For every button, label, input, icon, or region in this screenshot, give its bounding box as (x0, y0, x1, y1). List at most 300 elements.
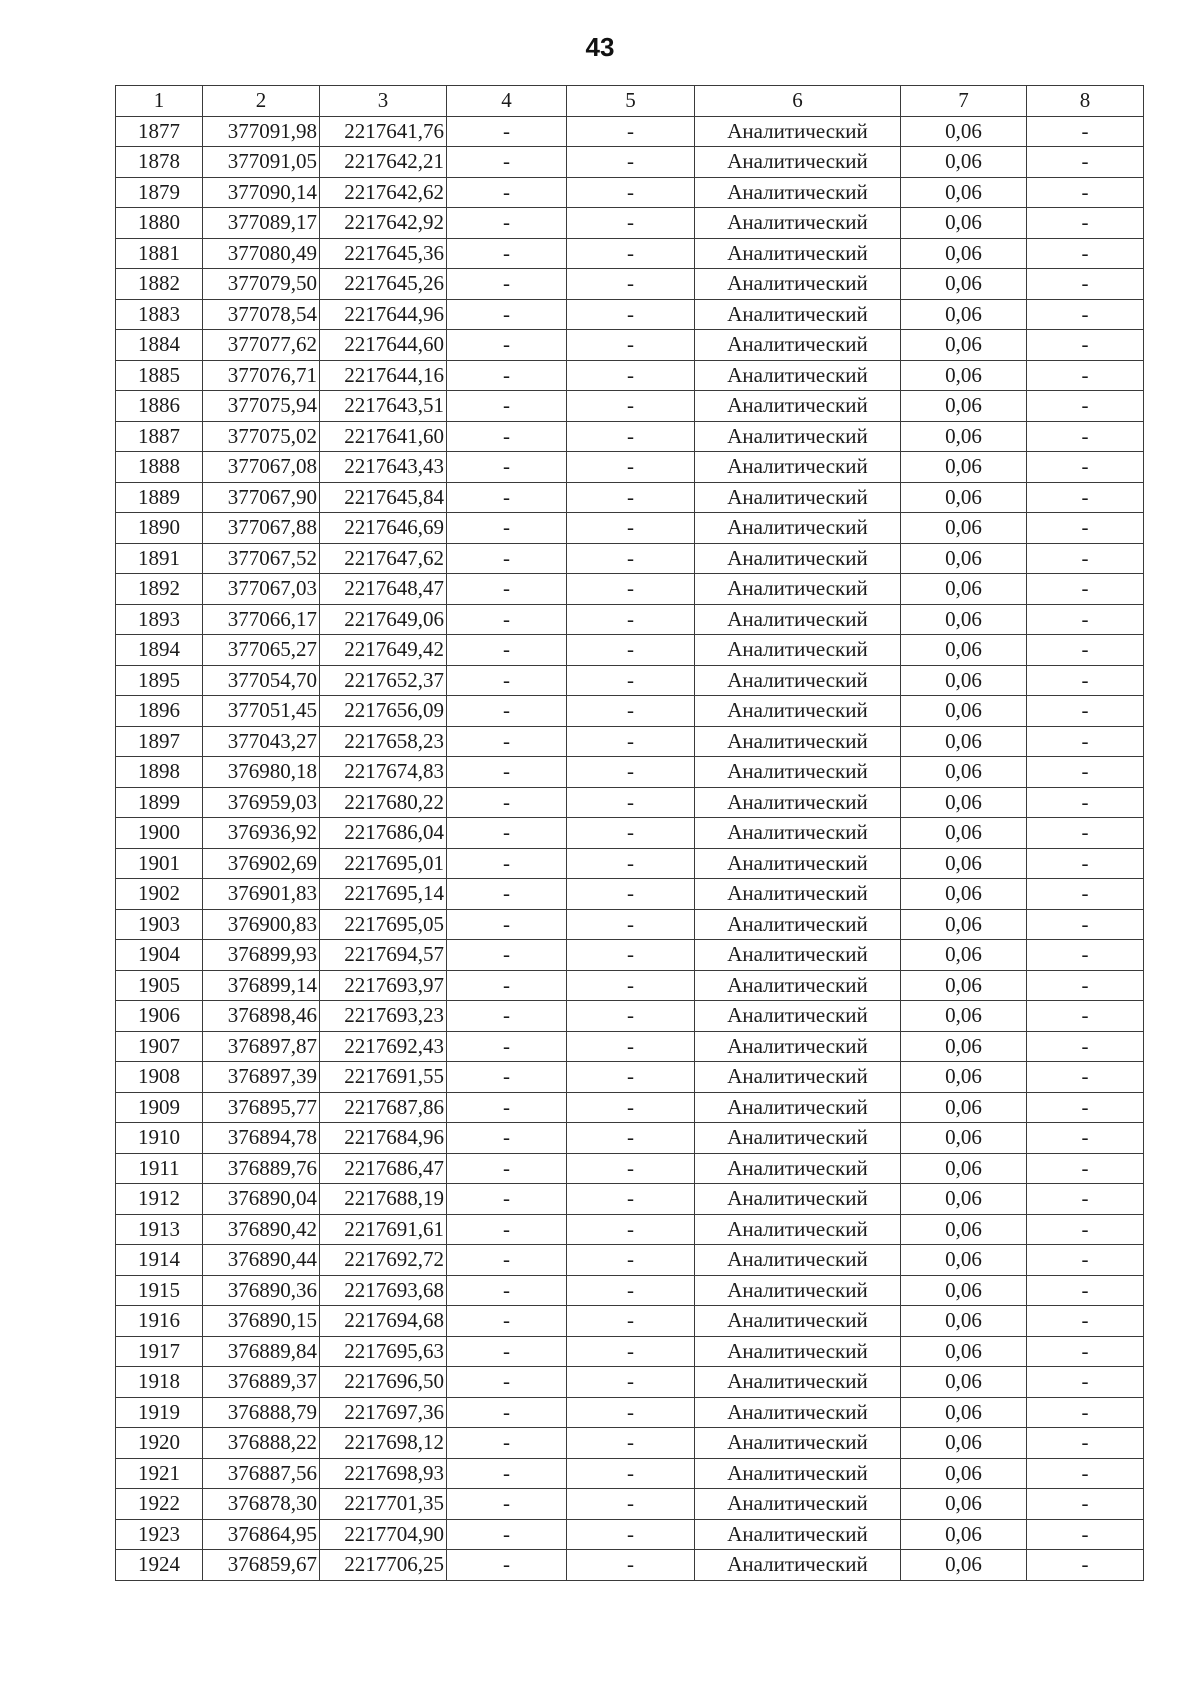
accuracy-cell: 0,06 (901, 452, 1027, 483)
table-row (116, 909, 1144, 940)
x-coordinate-cell: 377067,88 (203, 513, 320, 544)
accuracy-cell: 0,06 (901, 1336, 1027, 1367)
column-5-cell: - (567, 1123, 695, 1154)
accuracy-cell: 0,06 (901, 269, 1027, 300)
column-4-cell: - (447, 116, 567, 147)
accuracy-cell: 0,06 (901, 1519, 1027, 1550)
table-row (116, 1153, 1144, 1184)
x-coordinate-cell: 376959,03 (203, 787, 320, 818)
point-number-cell: 1918 (116, 1367, 203, 1398)
y-coordinate-cell: 2217642,21 (320, 147, 447, 178)
point-number-cell: 1890 (116, 513, 203, 544)
x-coordinate-cell: 377080,49 (203, 238, 320, 269)
x-coordinate-cell: 377076,71 (203, 360, 320, 391)
column-8-cell: - (1027, 1397, 1144, 1428)
accuracy-cell: 0,06 (901, 1489, 1027, 1520)
method-cell: Аналитический (695, 177, 901, 208)
column-8-cell: - (1027, 1336, 1144, 1367)
point-number-cell: 1914 (116, 1245, 203, 1276)
column-8-cell: - (1027, 238, 1144, 269)
accuracy-cell: 0,06 (901, 177, 1027, 208)
table-body (116, 116, 1144, 1580)
point-number-cell: 1891 (116, 543, 203, 574)
y-coordinate-cell: 2217698,12 (320, 1428, 447, 1459)
accuracy-cell: 0,06 (901, 482, 1027, 513)
method-cell: Аналитический (695, 787, 901, 818)
column-8-cell: - (1027, 116, 1144, 147)
y-coordinate-cell: 2217644,96 (320, 299, 447, 330)
column-4-cell: - (447, 1367, 567, 1398)
point-number-cell: 1897 (116, 726, 203, 757)
column-4-cell: - (447, 696, 567, 727)
accuracy-cell: 0,06 (901, 665, 1027, 696)
column-4-cell: - (447, 238, 567, 269)
y-coordinate-cell: 2217643,51 (320, 391, 447, 422)
column-8-cell: - (1027, 177, 1144, 208)
y-coordinate-cell: 2217652,37 (320, 665, 447, 696)
column-4-cell: - (447, 1153, 567, 1184)
point-number-cell: 1904 (116, 940, 203, 971)
point-number-cell: 1910 (116, 1123, 203, 1154)
point-number-cell: 1922 (116, 1489, 203, 1520)
table-row (116, 1062, 1144, 1093)
x-coordinate-cell: 376890,44 (203, 1245, 320, 1276)
accuracy-cell: 0,06 (901, 543, 1027, 574)
accuracy-cell: 0,06 (901, 1031, 1027, 1062)
table-row (116, 1123, 1144, 1154)
column-5-cell: - (567, 391, 695, 422)
method-cell: Аналитический (695, 421, 901, 452)
method-cell: Аналитический (695, 1184, 901, 1215)
column-8-cell: - (1027, 1306, 1144, 1337)
column-8-cell: - (1027, 1031, 1144, 1062)
method-cell: Аналитический (695, 1001, 901, 1032)
x-coordinate-cell: 376899,93 (203, 940, 320, 971)
column-8-cell: - (1027, 360, 1144, 391)
column-5-cell: - (567, 1458, 695, 1489)
x-coordinate-cell: 377078,54 (203, 299, 320, 330)
point-number-cell: 1887 (116, 421, 203, 452)
column-8-cell: - (1027, 574, 1144, 605)
column-5-cell: - (567, 330, 695, 361)
x-coordinate-cell: 377077,62 (203, 330, 320, 361)
column-8-cell: - (1027, 970, 1144, 1001)
column-5-cell: - (567, 482, 695, 513)
column-4-cell: - (447, 177, 567, 208)
y-coordinate-cell: 2217686,04 (320, 818, 447, 849)
point-number-cell: 1907 (116, 1031, 203, 1062)
table-row (116, 1031, 1144, 1062)
method-cell: Аналитический (695, 482, 901, 513)
column-5-cell: - (567, 1336, 695, 1367)
column-8-cell: - (1027, 818, 1144, 849)
column-4-cell: - (447, 940, 567, 971)
column-4-cell: - (447, 574, 567, 605)
table-row (116, 1184, 1144, 1215)
x-coordinate-cell: 377067,90 (203, 482, 320, 513)
point-number-cell: 1923 (116, 1519, 203, 1550)
column-4-cell: - (447, 1214, 567, 1245)
column-8-cell: - (1027, 909, 1144, 940)
column-4-cell: - (447, 1245, 567, 1276)
column-8-cell: - (1027, 696, 1144, 727)
column-4-cell: - (447, 1458, 567, 1489)
column-4-cell: - (447, 543, 567, 574)
table-row (116, 1458, 1144, 1489)
column-8-cell: - (1027, 1092, 1144, 1123)
point-number-cell: 1917 (116, 1336, 203, 1367)
column-4-cell: - (447, 482, 567, 513)
column-4-cell: - (447, 879, 567, 910)
column-header: 4 (447, 86, 567, 117)
point-number-cell: 1919 (116, 1397, 203, 1428)
column-8-cell: - (1027, 452, 1144, 483)
accuracy-cell: 0,06 (901, 147, 1027, 178)
column-4-cell: - (447, 1062, 567, 1093)
x-coordinate-cell: 377051,45 (203, 696, 320, 727)
method-cell: Аналитический (695, 726, 901, 757)
column-header: 3 (320, 86, 447, 117)
column-4-cell: - (447, 391, 567, 422)
column-8-cell: - (1027, 269, 1144, 300)
column-4-cell: - (447, 1031, 567, 1062)
x-coordinate-cell: 376980,18 (203, 757, 320, 788)
x-coordinate-cell: 376897,39 (203, 1062, 320, 1093)
accuracy-cell: 0,06 (901, 574, 1027, 605)
y-coordinate-cell: 2217696,50 (320, 1367, 447, 1398)
table-row (116, 177, 1144, 208)
column-8-cell: - (1027, 726, 1144, 757)
column-header: 2 (203, 86, 320, 117)
column-5-cell: - (567, 1245, 695, 1276)
method-cell: Аналитический (695, 1367, 901, 1398)
x-coordinate-cell: 376894,78 (203, 1123, 320, 1154)
table-row (116, 269, 1144, 300)
column-8-cell: - (1027, 1001, 1144, 1032)
method-cell: Аналитический (695, 360, 901, 391)
method-cell: Аналитический (695, 574, 901, 605)
accuracy-cell: 0,06 (901, 1184, 1027, 1215)
column-8-cell: - (1027, 757, 1144, 788)
column-8-cell: - (1027, 147, 1144, 178)
point-number-cell: 1889 (116, 482, 203, 513)
column-5-cell: - (567, 116, 695, 147)
method-cell: Аналитический (695, 909, 901, 940)
table-row (116, 665, 1144, 696)
column-4-cell: - (447, 1550, 567, 1581)
column-4-cell: - (447, 970, 567, 1001)
column-4-cell: - (447, 208, 567, 239)
table-row (116, 116, 1144, 147)
column-header: 5 (567, 86, 695, 117)
point-number-cell: 1885 (116, 360, 203, 391)
column-5-cell: - (567, 635, 695, 666)
table-row (116, 299, 1144, 330)
coordinates-table (115, 85, 1144, 1581)
y-coordinate-cell: 2217680,22 (320, 787, 447, 818)
point-number-cell: 1915 (116, 1275, 203, 1306)
y-coordinate-cell: 2217697,36 (320, 1397, 447, 1428)
accuracy-cell: 0,06 (901, 421, 1027, 452)
y-coordinate-cell: 2217646,69 (320, 513, 447, 544)
column-4-cell: - (447, 757, 567, 788)
y-coordinate-cell: 2217706,25 (320, 1550, 447, 1581)
column-header: 6 (695, 86, 901, 117)
y-coordinate-cell: 2217693,23 (320, 1001, 447, 1032)
column-5-cell: - (567, 1001, 695, 1032)
column-5-cell: - (567, 513, 695, 544)
y-coordinate-cell: 2217644,16 (320, 360, 447, 391)
accuracy-cell: 0,06 (901, 1001, 1027, 1032)
x-coordinate-cell: 376901,83 (203, 879, 320, 910)
accuracy-cell: 0,06 (901, 940, 1027, 971)
table-row (116, 787, 1144, 818)
x-coordinate-cell: 376900,83 (203, 909, 320, 940)
column-8-cell: - (1027, 1458, 1144, 1489)
column-8-cell: - (1027, 391, 1144, 422)
method-cell: Аналитический (695, 1214, 901, 1245)
point-number-cell: 1902 (116, 879, 203, 910)
y-coordinate-cell: 2217691,61 (320, 1214, 447, 1245)
method-cell: Аналитический (695, 1031, 901, 1062)
column-8-cell: - (1027, 848, 1144, 879)
x-coordinate-cell: 377054,70 (203, 665, 320, 696)
accuracy-cell: 0,06 (901, 604, 1027, 635)
column-8-cell: - (1027, 1123, 1144, 1154)
point-number-cell: 1912 (116, 1184, 203, 1215)
column-5-cell: - (567, 940, 695, 971)
table-row (116, 147, 1144, 178)
accuracy-cell: 0,06 (901, 970, 1027, 1001)
x-coordinate-cell: 376890,42 (203, 1214, 320, 1245)
method-cell: Аналитический (695, 1123, 901, 1154)
point-number-cell: 1906 (116, 1001, 203, 1032)
column-8-cell: - (1027, 1367, 1144, 1398)
point-number-cell: 1899 (116, 787, 203, 818)
column-5-cell: - (567, 1275, 695, 1306)
x-coordinate-cell: 376902,69 (203, 848, 320, 879)
y-coordinate-cell: 2217686,47 (320, 1153, 447, 1184)
column-8-cell: - (1027, 940, 1144, 971)
column-5-cell: - (567, 1306, 695, 1337)
column-5-cell: - (567, 208, 695, 239)
accuracy-cell: 0,06 (901, 879, 1027, 910)
accuracy-cell: 0,06 (901, 818, 1027, 849)
accuracy-cell: 0,06 (901, 299, 1027, 330)
accuracy-cell: 0,06 (901, 1123, 1027, 1154)
column-4-cell: - (447, 726, 567, 757)
y-coordinate-cell: 2217695,05 (320, 909, 447, 940)
column-4-cell: - (447, 909, 567, 940)
point-number-cell: 1916 (116, 1306, 203, 1337)
table-row (116, 452, 1144, 483)
method-cell: Аналитический (695, 269, 901, 300)
accuracy-cell: 0,06 (901, 726, 1027, 757)
column-4-cell: - (447, 1306, 567, 1337)
y-coordinate-cell: 2217649,06 (320, 604, 447, 635)
y-coordinate-cell: 2217688,19 (320, 1184, 447, 1215)
x-coordinate-cell: 377079,50 (203, 269, 320, 300)
y-coordinate-cell: 2217695,01 (320, 848, 447, 879)
column-4-cell: - (447, 635, 567, 666)
column-8-cell: - (1027, 513, 1144, 544)
column-8-cell: - (1027, 879, 1144, 910)
column-4-cell: - (447, 1336, 567, 1367)
method-cell: Аналитический (695, 1153, 901, 1184)
column-5-cell: - (567, 299, 695, 330)
point-number-cell: 1905 (116, 970, 203, 1001)
accuracy-cell: 0,06 (901, 330, 1027, 361)
method-cell: Аналитический (695, 330, 901, 361)
point-number-cell: 1893 (116, 604, 203, 635)
y-coordinate-cell: 2217642,62 (320, 177, 447, 208)
table-row (116, 970, 1144, 1001)
point-number-cell: 1884 (116, 330, 203, 361)
accuracy-cell: 0,06 (901, 1367, 1027, 1398)
method-cell: Аналитический (695, 452, 901, 483)
x-coordinate-cell: 376887,56 (203, 1458, 320, 1489)
column-8-cell: - (1027, 421, 1144, 452)
point-number-cell: 1882 (116, 269, 203, 300)
x-coordinate-cell: 377043,27 (203, 726, 320, 757)
y-coordinate-cell: 2217674,83 (320, 757, 447, 788)
column-5-cell: - (567, 665, 695, 696)
column-4-cell: - (447, 848, 567, 879)
table-row (116, 757, 1144, 788)
y-coordinate-cell: 2217692,72 (320, 1245, 447, 1276)
method-cell: Аналитический (695, 513, 901, 544)
accuracy-cell: 0,06 (901, 787, 1027, 818)
accuracy-cell: 0,06 (901, 1062, 1027, 1093)
point-number-cell: 1911 (116, 1153, 203, 1184)
method-cell: Аналитический (695, 757, 901, 788)
method-cell: Аналитический (695, 848, 901, 879)
column-8-cell: - (1027, 1153, 1144, 1184)
point-number-cell: 1896 (116, 696, 203, 727)
column-4-cell: - (447, 1519, 567, 1550)
x-coordinate-cell: 376864,95 (203, 1519, 320, 1550)
column-5-cell: - (567, 1031, 695, 1062)
table-row (116, 940, 1144, 971)
table-row (116, 1245, 1144, 1276)
column-4-cell: - (447, 452, 567, 483)
table-row (116, 1214, 1144, 1245)
x-coordinate-cell: 376890,36 (203, 1275, 320, 1306)
accuracy-cell: 0,06 (901, 635, 1027, 666)
column-5-cell: - (567, 543, 695, 574)
method-cell: Аналитический (695, 1428, 901, 1459)
point-number-cell: 1903 (116, 909, 203, 940)
column-4-cell: - (447, 1123, 567, 1154)
y-coordinate-cell: 2217691,55 (320, 1062, 447, 1093)
column-5-cell: - (567, 1519, 695, 1550)
method-cell: Аналитический (695, 665, 901, 696)
table-row (116, 238, 1144, 269)
point-number-cell: 1920 (116, 1428, 203, 1459)
table-row (116, 818, 1144, 849)
x-coordinate-cell: 376889,76 (203, 1153, 320, 1184)
table-row (116, 1092, 1144, 1123)
x-coordinate-cell: 376859,67 (203, 1550, 320, 1581)
table-row (116, 1275, 1144, 1306)
point-number-cell: 1888 (116, 452, 203, 483)
column-5-cell: - (567, 1367, 695, 1398)
x-coordinate-cell: 376897,87 (203, 1031, 320, 1062)
method-cell: Аналитический (695, 147, 901, 178)
method-cell: Аналитический (695, 879, 901, 910)
method-cell: Аналитический (695, 543, 901, 574)
x-coordinate-cell: 377091,98 (203, 116, 320, 147)
table-row (116, 1001, 1144, 1032)
method-cell: Аналитический (695, 1519, 901, 1550)
method-cell: Аналитический (695, 1306, 901, 1337)
y-coordinate-cell: 2217704,90 (320, 1519, 447, 1550)
column-4-cell: - (447, 1184, 567, 1215)
table-row (116, 635, 1144, 666)
method-cell: Аналитический (695, 299, 901, 330)
column-8-cell: - (1027, 1245, 1144, 1276)
y-coordinate-cell: 2217695,14 (320, 879, 447, 910)
accuracy-cell: 0,06 (901, 1275, 1027, 1306)
table-row (116, 696, 1144, 727)
method-cell: Аналитический (695, 1275, 901, 1306)
x-coordinate-cell: 376878,30 (203, 1489, 320, 1520)
column-5-cell: - (567, 421, 695, 452)
column-8-cell: - (1027, 1184, 1144, 1215)
table-row (116, 1397, 1144, 1428)
x-coordinate-cell: 376899,14 (203, 970, 320, 1001)
x-coordinate-cell: 376898,46 (203, 1001, 320, 1032)
column-5-cell: - (567, 818, 695, 849)
accuracy-cell: 0,06 (901, 848, 1027, 879)
column-8-cell: - (1027, 299, 1144, 330)
accuracy-cell: 0,06 (901, 1092, 1027, 1123)
column-8-cell: - (1027, 543, 1144, 574)
accuracy-cell: 0,06 (901, 909, 1027, 940)
column-4-cell: - (447, 787, 567, 818)
y-coordinate-cell: 2217645,36 (320, 238, 447, 269)
column-8-cell: - (1027, 604, 1144, 635)
column-8-cell: - (1027, 1550, 1144, 1581)
table-row (116, 482, 1144, 513)
method-cell: Аналитический (695, 1550, 901, 1581)
x-coordinate-cell: 376895,77 (203, 1092, 320, 1123)
y-coordinate-cell: 2217644,60 (320, 330, 447, 361)
column-5-cell: - (567, 909, 695, 940)
y-coordinate-cell: 2217684,96 (320, 1123, 447, 1154)
x-coordinate-cell: 377067,08 (203, 452, 320, 483)
column-header: 7 (901, 86, 1027, 117)
column-4-cell: - (447, 1489, 567, 1520)
x-coordinate-cell: 376888,22 (203, 1428, 320, 1459)
column-4-cell: - (447, 1001, 567, 1032)
column-5-cell: - (567, 238, 695, 269)
y-coordinate-cell: 2217647,62 (320, 543, 447, 574)
column-4-cell: - (447, 818, 567, 849)
method-cell: Аналитический (695, 208, 901, 239)
y-coordinate-cell: 2217648,47 (320, 574, 447, 605)
column-8-cell: - (1027, 1489, 1144, 1520)
column-5-cell: - (567, 574, 695, 605)
method-cell: Аналитический (695, 116, 901, 147)
column-5-cell: - (567, 1153, 695, 1184)
y-coordinate-cell: 2217641,60 (320, 421, 447, 452)
column-header: 8 (1027, 86, 1144, 117)
table-row (116, 330, 1144, 361)
column-5-cell: - (567, 970, 695, 1001)
x-coordinate-cell: 377075,94 (203, 391, 320, 422)
table-row (116, 208, 1144, 239)
